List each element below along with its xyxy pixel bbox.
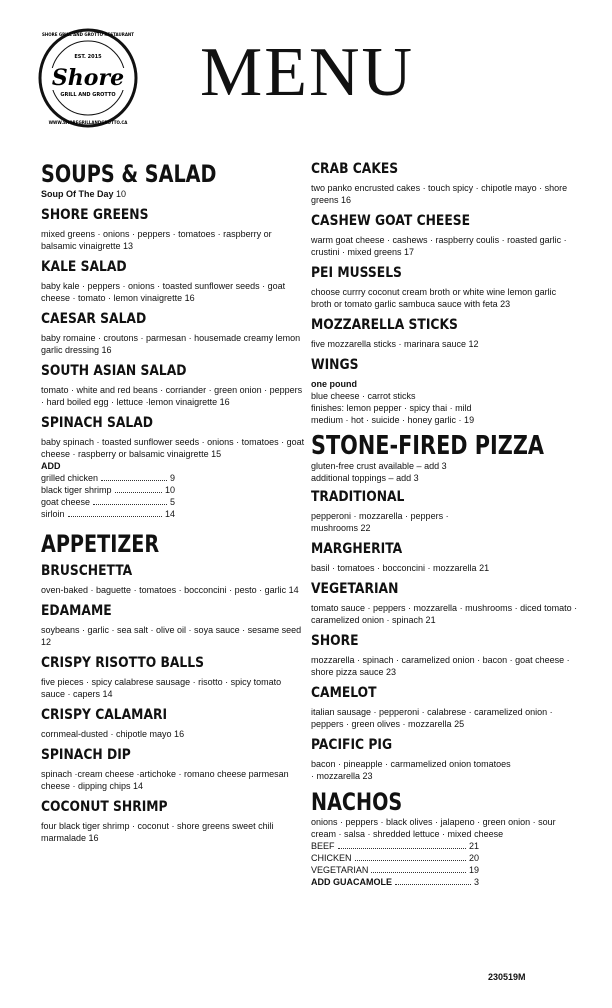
item-desc: baby spinach · toasted sunflower seeds · onions · tomatoes · goat cheese · raspberry or balsamic vinaigrette 15 (41, 437, 305, 459)
nachos-title: NACHOS (311, 788, 403, 816)
item-desc: tomato · white and red beans · corriander · green onion · peppers · hard boiled egg · lettuce ·lemon vinaigrette 16 (41, 385, 303, 407)
add-label: ADD (41, 461, 61, 471)
nachos-option-row (311, 840, 479, 852)
item-desc: baby romaine · croutons · parmesan · housemade creamy lemon garlic dressing 16 (41, 333, 301, 355)
item-desc: four black tiger shrimp · coconut · shore greens sweet chili marmalade 16 (41, 821, 274, 843)
item-desc: bacon · pineapple · carmamelized onion tomatoes · mozzarella 23 (311, 759, 511, 781)
add-on-label: black tiger shrimp (41, 485, 112, 495)
item-desc: tomato sauce · peppers · mozzarella · mushrooms · diced tomato · caramelized onion · spinach 21 (311, 603, 578, 625)
item-title: TRADITIONAL (311, 489, 405, 505)
nachos-guac-price: 3 (473, 877, 479, 887)
item-title: COCONUT SHRIMP (41, 799, 168, 815)
wings-line: blue cheese · carrot sticks (311, 391, 416, 401)
logo-est: EST. 2015 (74, 54, 102, 60)
item-title: MOZZARELLA STICKS (311, 317, 458, 333)
wings-qty: one pound (311, 379, 357, 389)
menu-code: 230519M (488, 972, 526, 982)
nachos-option-label: BEEF (311, 841, 335, 851)
item-desc: five pieces · spicy calabrese sausage · risotto · spicy tomato sauce · capers 14 (41, 677, 282, 699)
nachos-option-price: 21 (468, 841, 479, 851)
item-title: CAMELOT (311, 685, 377, 701)
nachos-guac-label: ADD GUACAMOLE (311, 877, 392, 887)
item-title: EDAMAME (41, 603, 112, 619)
soup-of-day (41, 188, 305, 200)
nachos-option-label: VEGETARIAN (311, 865, 369, 875)
item-title: BRUSCHETTA (41, 563, 133, 579)
item-title: PEI MUSSELS (311, 265, 402, 281)
add-on-row (41, 472, 175, 484)
item-title: PACIFIC PIG (311, 737, 393, 753)
item-title: CRISPY CALAMARI (41, 707, 168, 723)
add-on-price: 5 (169, 497, 175, 507)
add-on-price: 9 (169, 473, 175, 483)
soup-of-day-label: Soup Of The Day (41, 189, 114, 199)
item-desc: soybeans · garlic · sea salt · olive oil · soya sauce · sesame seed 12 (41, 625, 302, 647)
add-on-row (41, 496, 175, 508)
shore-logo (38, 28, 138, 128)
item-title: CAESAR SALAD (41, 311, 147, 327)
add-on-label: goat cheese (41, 497, 91, 507)
add-on-price: 14 (164, 509, 175, 519)
add-on-label: sirloin (41, 509, 65, 519)
item-title: SHORE (311, 633, 359, 649)
logo-ring-top: SHORE GRILL AND GROTTO RESTAURANT (41, 32, 135, 37)
nachos-option-row (311, 864, 479, 876)
wings-line: finishes: lemon pepper · spicy thai · mild (311, 403, 472, 413)
item-desc: warm goat cheese · cashews · raspberry coulis · roasted garlic · crustini · mixed greens 17 (311, 235, 567, 257)
nachos-option-price: 19 (468, 865, 479, 875)
add-on-row (41, 484, 175, 496)
pizza-note: gluten-free crust available – add 3 (311, 461, 447, 471)
logo-name: Shore (51, 65, 125, 91)
logo-sub: GRILL AND GROTTO (60, 92, 116, 98)
soups-title: SOUPS & SALAD (41, 160, 217, 188)
item-desc: choose currry coconut cream broth or white wine lemon garlic broth or tomato garlic sambuca sauce with feta 23 (311, 287, 557, 309)
item-title: VEGETARIAN (311, 581, 399, 597)
add-on-price: 10 (164, 485, 175, 495)
item-desc: baby kale · peppers · onions · toasted sunflower seeds · goat cheese · tomato · lemon vinaigrette 16 (41, 281, 286, 303)
item-desc: pepperoni · mozzarella · peppers · mushrooms 22 (311, 511, 449, 533)
item-title: SHORE GREENS (41, 207, 149, 223)
item-desc: oven-baked · baguette · tomatoes · bocconcini · pesto · garlic 14 (41, 585, 299, 595)
item-desc: mixed greens · onions · peppers · tomatoes · raspberry or balsamic vinaigrette 13 (41, 229, 272, 251)
item-desc: cornmeal-dusted · chipotle mayo 16 (41, 729, 185, 739)
logo-ring-bottom: WWW.SHOREGRILLANDGROTTO.CA (48, 120, 128, 125)
item-desc: spinach ·cream cheese ·artichoke · romano cheese parmesan cheese · dipping chips 14 (41, 769, 289, 791)
item-title: MARGHERITA (311, 541, 403, 557)
item-desc: italian sausage · pepperoni · calabrese · caramelized onion · peppers · green olives · mozzarella 25 (311, 707, 553, 729)
item-title: CRISPY RISOTTO BALLS (41, 655, 205, 671)
appetizer-title: APPETIZER (41, 530, 160, 558)
item-title: CASHEW GOAT CHEESE (311, 213, 471, 229)
page-title: MENU (200, 34, 415, 111)
right-column (311, 160, 579, 888)
left-column (41, 160, 305, 844)
item-title: SOUTH ASIAN SALAD (41, 363, 187, 379)
item-title: KALE SALAD (41, 259, 127, 275)
item-desc: two panko encrusted cakes · touch spicy · chipotle mayo · shore greens 16 (311, 183, 568, 205)
add-on-label: grilled chicken (41, 473, 99, 483)
nachos-desc: onions · peppers · black olives · jalapeno · green onion · sour cream · salsa · shredded lettuce · mixed cheese (311, 817, 556, 839)
nachos-option-price: 20 (468, 853, 479, 863)
item-title: SPINACH SALAD (41, 415, 153, 431)
item-desc: basil · tomatoes · bocconcini · mozzarella 21 (311, 563, 490, 573)
nachos-guac-row (311, 876, 479, 888)
item-desc: mozzarella · spinach · caramelized onion · bacon · goat cheese · shore pizza sauce 23 (311, 655, 570, 677)
wings-title: WINGS (311, 357, 359, 373)
item-title: SPINACH DIP (41, 747, 131, 763)
item-desc: five mozzarella sticks · marinara sauce 12 (311, 339, 479, 349)
nachos-option-label: CHICKEN (311, 853, 352, 863)
item-title: CRAB CAKES (311, 161, 399, 177)
pizza-title: STONE-FIRED PIZZA (311, 431, 545, 461)
wings-line: medium · hot · suicide · honey garlic · 19 (311, 415, 475, 425)
add-on-row (41, 508, 175, 520)
pizza-note: additional toppings – add 3 (311, 473, 419, 483)
soup-of-day-price: 10 (116, 189, 127, 199)
nachos-option-row (311, 852, 479, 864)
